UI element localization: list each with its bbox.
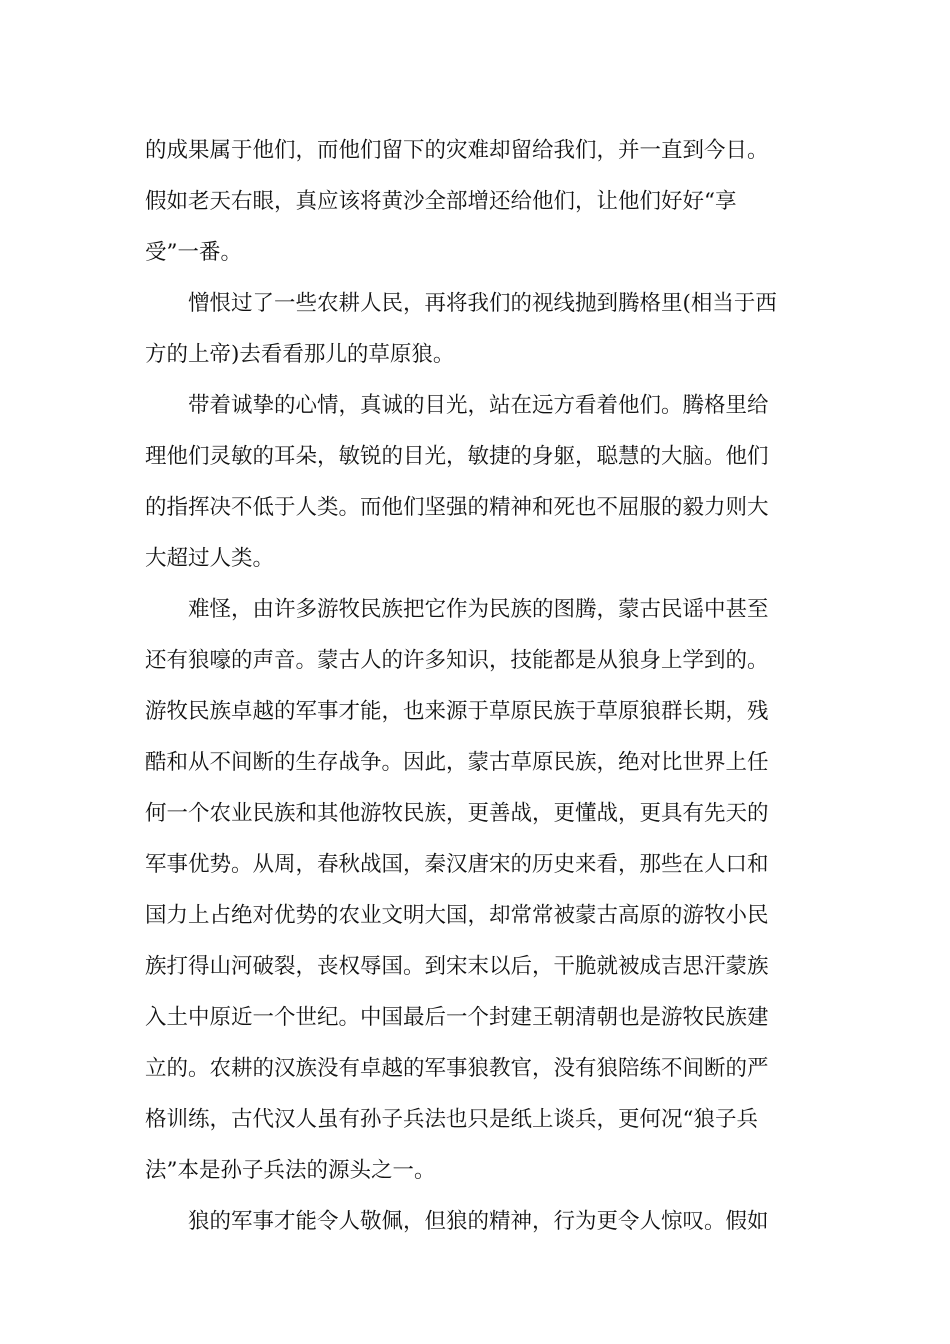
document-body — [145, 125, 810, 1247]
text-line: 假如老天右眼，真应该将黄沙全部增还给他们，让他们好好“享 — [145, 189, 737, 214]
paragraph — [145, 125, 810, 278]
text-line: 带着诚挚的心情，真诚的目光，站在远方看着他们。腾格里给 — [188, 393, 769, 418]
text-line: 何一个农业民族和其他游牧民族，更善战，更懂战，更具有先天的 — [145, 801, 769, 826]
paragraph — [145, 584, 810, 1196]
text-line: 的成果属于他们，而他们留下的灾难却留给我们，并一直到今日。 — [145, 138, 769, 163]
text-line: 的指挥决不低于人类。而他们坚强的精神和死也不屈服的毅力则大 — [145, 495, 769, 520]
paragraph — [145, 278, 810, 380]
text-line: 立的。农耕的汉族没有卓越的军事狼教官，没有狼陪练不间断的严 — [145, 1056, 769, 1081]
text-line: 大超过人类。 — [145, 546, 275, 571]
paragraph — [145, 1196, 810, 1247]
text-line: 还有狼嚎的声音。蒙古人的许多知识，技能都是从狼身上学到的。 — [145, 648, 769, 673]
text-line: 入土中原近一个世纪。中国最后一个封建王朝清朝也是游牧民族建 — [145, 1005, 769, 1030]
text-line: 理他们灵敏的耳朵，敏锐的目光，敏捷的身躯，聪慧的大脑。他们 — [145, 444, 769, 469]
text-line: 酷和从不间断的生存战争。因此，蒙古草原民族，绝对比世界上任 — [145, 750, 769, 775]
text-line: 法”本是孙子兵法的源头之一。 — [145, 1158, 436, 1183]
text-line: 憎恨过了一些农耕人民，再将我们的视线抛到腾格里(相当于西 — [188, 291, 777, 316]
paragraph — [145, 380, 810, 584]
text-line: 游牧民族卓越的军事才能，也来源于草原民族于草原狼群长期，残 — [145, 699, 769, 724]
text-line: 族打得山河破裂，丧权辱国。到宋末以后，干脆就被成吉思汗蒙族 — [145, 954, 769, 979]
text-line: 国力上占绝对优势的农业文明大国，却常常被蒙古高原的游牧小民 — [145, 903, 769, 928]
text-line: 狼的军事才能令人敬佩，但狼的精神，行为更令人惊叹。假如 — [188, 1209, 769, 1234]
text-line: 受”一番。 — [145, 240, 242, 265]
text-line: 难怪，由许多游牧民族把它作为民族的图腾，蒙古民谣中甚至 — [188, 597, 769, 622]
text-line: 军事优势。从周，春秋战国，秦汉唐宋的历史来看，那些在人口和 — [145, 852, 769, 877]
text-line: 方的上帝)去看看那儿的草原狼。 — [145, 342, 455, 367]
text-line: 格训练，古代汉人虽有孙子兵法也只是纸上谈兵，更何况“狼子兵 — [145, 1107, 758, 1132]
